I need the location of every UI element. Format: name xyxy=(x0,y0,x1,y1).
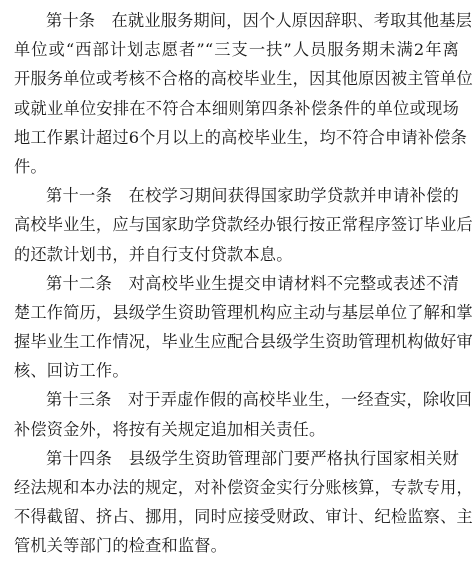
text-line: 补偿资金外，将按有关规定追加相关责任。 xyxy=(14,419,326,439)
text-line: 第十一条 在校学习期间获得国家助学贷款并申请补偿的 xyxy=(46,186,459,206)
article-10 xyxy=(14,6,473,181)
text-line: 开服务单位或考核不合格的高校毕业生，因其他原因被主管单位 xyxy=(14,69,473,89)
text-line: 地工作累计超过6个月以上的高校毕业生，均不符合申请补偿条 xyxy=(14,127,467,147)
text-line: 握毕业生工作情况，毕业生应配合县级学生资助管理机构做好审 xyxy=(14,332,473,352)
article-14 xyxy=(14,444,473,561)
text-line: 高校毕业生，应与国家助学贷款经办银行按正常程序签订毕业后 xyxy=(14,215,473,235)
text-line: 楚工作简历，县级学生资助管理机构应主动与基层单位了解和掌 xyxy=(14,302,473,322)
text-line: 单位或“西部计划志愿者”“三支一扶”人员服务期未满2年离 xyxy=(14,40,459,60)
text-line: 第十三条 对于弄虚作假的高校毕业生，一经查实，除收回 xyxy=(46,390,473,410)
article-13 xyxy=(14,385,473,443)
text-line: 核、回访工作。 xyxy=(14,361,129,381)
text-line: 第十二条 对高校毕业生提交申请材料不完整或表述不清 xyxy=(46,273,459,293)
text-line: 件。 xyxy=(14,156,47,176)
text-line: 的还款计划书，并自行支付贷款本息。 xyxy=(14,244,293,264)
text-line: 不得截留、挤占、挪用，同时应接受财政、审计、纪检监察、主 xyxy=(14,507,473,527)
text-line: 管机关等部门的检查和监督。 xyxy=(14,536,228,556)
document-body xyxy=(14,6,473,561)
text-line: 第十四条 县级学生资助管理部门要严格执行国家相关财 xyxy=(46,448,459,468)
text-line: 经法规和本办法的规定，对补偿资金实行分账核算，专款专用， xyxy=(14,478,473,497)
text-line: 第十条 在就业服务期间，因个人原因辞职、考取其他基层 xyxy=(46,11,473,30)
text-line: 或就业单位安排在不符合本细则第四条补偿条件的单位或现场 xyxy=(14,98,459,118)
article-12 xyxy=(14,269,473,386)
article-11 xyxy=(14,181,473,269)
